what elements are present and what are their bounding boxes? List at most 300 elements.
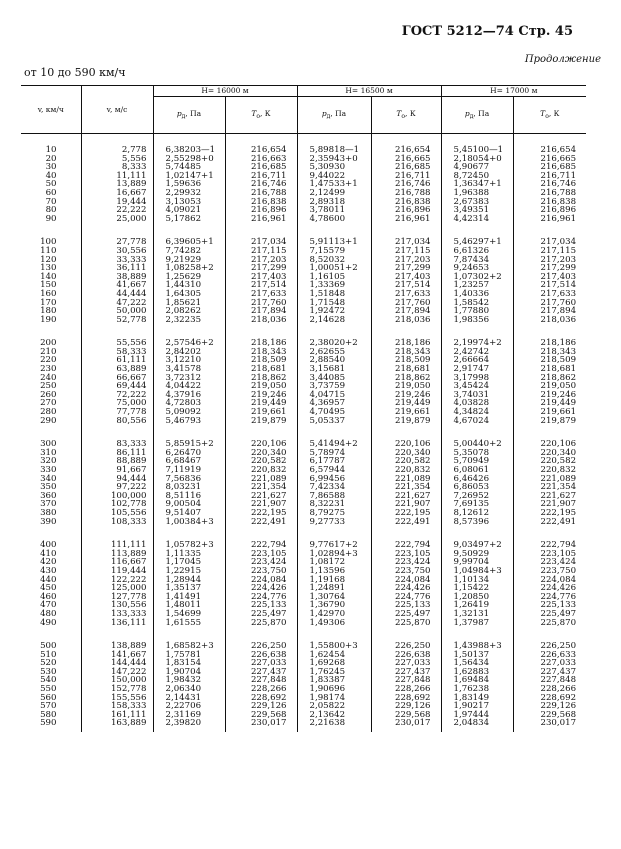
- table-cell: 440: [21, 576, 81, 585]
- header-temperature: [225, 97, 297, 134]
- table-row: [21, 500, 586, 509]
- table-cell: 9,99704: [441, 558, 513, 567]
- table-cell: 5,17862: [153, 215, 225, 224]
- table-cell: 1,00384+3: [153, 518, 225, 527]
- table-cell: 36,111: [81, 264, 153, 273]
- table-cell: 2,62655: [297, 348, 371, 357]
- table-cell: 9,24653: [441, 264, 513, 273]
- table-cell: 1,83387: [297, 676, 371, 685]
- table-cell: 41,667: [81, 281, 153, 290]
- table-cell: 2,22706: [153, 702, 225, 711]
- table-cell: 226,633: [540, 649, 577, 660]
- table-cell: 10: [21, 146, 81, 155]
- table-cell: 5,556: [81, 155, 153, 164]
- row-spacer: [21, 627, 586, 642]
- table-cell: 219,449: [540, 398, 577, 409]
- table-cell: 400: [21, 541, 81, 550]
- table-cell: 227,033: [540, 658, 577, 669]
- table-cell: 9,03497+2: [441, 541, 513, 550]
- table-cell: 5,09092: [153, 408, 225, 417]
- table-cell: 218,343: [225, 348, 297, 357]
- table-cell: 223,105: [540, 548, 577, 559]
- table-cell: 1,62454: [297, 651, 371, 660]
- table-cell: 217,403: [540, 271, 577, 282]
- table-cell: 133,333: [81, 610, 153, 619]
- table-cell: 50: [21, 180, 81, 189]
- table-cell: 8,79275: [297, 509, 371, 518]
- table-cell: 1,22915: [153, 567, 225, 576]
- table-row: [21, 610, 586, 619]
- table-cell: 370: [21, 500, 81, 509]
- table-cell: 1,83154: [153, 659, 225, 668]
- table-cell: 2,12499: [297, 189, 371, 198]
- table-cell: 220,340: [225, 449, 297, 458]
- table-cell: 216,663: [225, 155, 297, 164]
- table-cell: 280: [21, 408, 81, 417]
- table-cell: 216,685: [540, 162, 577, 173]
- table-cell: 2,19974+2: [441, 339, 513, 348]
- table-cell: 218,681: [371, 365, 441, 374]
- table-cell: 222,195: [371, 509, 441, 518]
- header-temperature-unit: , К: [405, 108, 416, 118]
- table-cell: 217,894: [225, 307, 297, 316]
- table-cell: 1,10134: [441, 576, 513, 585]
- table-cell: 5,78974: [297, 449, 371, 458]
- table-cell: 250: [21, 382, 81, 391]
- table-cell: 218,509: [225, 356, 297, 365]
- table-cell: 130,556: [81, 601, 153, 610]
- table-cell: 6,57944: [297, 466, 371, 475]
- table-cell: 1,28944: [153, 576, 225, 585]
- table-row: [21, 576, 586, 585]
- header-pressure-unit: , Па: [473, 108, 490, 118]
- table-cell: 217,633: [371, 290, 441, 299]
- table-cell: 63,889: [81, 365, 153, 374]
- table-row: [21, 676, 586, 685]
- table-cell: 228,692: [540, 692, 577, 703]
- table-cell: 227,033: [371, 659, 441, 668]
- header-temperature-symbol: T: [396, 108, 402, 118]
- table-cell: 218,186: [371, 339, 441, 348]
- table-cell: 270: [21, 399, 81, 408]
- table-cell: 7,15579: [297, 247, 371, 256]
- table-cell: 223,750: [371, 567, 441, 576]
- table-cell: 4,37916: [153, 391, 225, 400]
- table-cell: 226,638: [225, 651, 297, 660]
- table-row: [21, 281, 586, 290]
- table-cell: 152,778: [81, 685, 153, 694]
- table-cell: 1,59636: [153, 180, 225, 189]
- table-row: [21, 189, 586, 198]
- header-temperature-unit: , К: [260, 108, 271, 118]
- table-cell: 222,794: [540, 540, 577, 551]
- table-cell: 320: [21, 457, 81, 466]
- table-cell: 127,778: [81, 593, 153, 602]
- table-row: [21, 417, 586, 426]
- table-cell: 219,449: [225, 399, 297, 408]
- table-cell: 69,444: [81, 382, 153, 391]
- table-cell: 360: [21, 492, 81, 501]
- table-cell: 119,444: [81, 567, 153, 576]
- table-cell: 7,87434: [441, 256, 513, 265]
- table-cell: 1,54699: [153, 610, 225, 619]
- table-cell: 520: [21, 659, 81, 668]
- table-cell: 221,354: [371, 483, 441, 492]
- table-cell: 1,69484: [441, 676, 513, 685]
- table-cell: 230,017: [371, 719, 441, 728]
- table-cell: 1,20850: [441, 593, 513, 602]
- table-cell: 217,633: [540, 288, 577, 299]
- table-cell: 1,35137: [153, 584, 225, 593]
- table-cell: 3,45424: [441, 382, 513, 391]
- table-cell: 4,09021: [153, 206, 225, 215]
- table-cell: 217,034: [225, 238, 297, 247]
- table-cell: 225,133: [371, 601, 441, 610]
- header-pressure-subscript: д: [469, 112, 474, 120]
- table-cell: 220,340: [540, 447, 577, 458]
- header-temperature-subscript: о: [545, 112, 549, 120]
- table-cell: 7,74282: [153, 247, 225, 256]
- header-temperature-unit: , К: [548, 108, 560, 118]
- table-cell: 460: [21, 593, 81, 602]
- table-cell: 4,04422: [153, 382, 225, 391]
- table-cell: 227,437: [371, 668, 441, 677]
- table-cell: 1,98432: [153, 676, 225, 685]
- table-cell: 223,750: [225, 567, 297, 576]
- table-cell: 1,19168: [297, 576, 371, 585]
- table-cell: 2,38020+2: [297, 339, 371, 348]
- table-cell: 220,832: [540, 465, 577, 475]
- table-row: [21, 316, 586, 325]
- table-row: [21, 550, 586, 559]
- table-cell: 221,907: [540, 499, 577, 510]
- header-temperature-symbol: T: [540, 108, 546, 118]
- table-cell: 226,250: [225, 642, 297, 651]
- table-cell: 1,33369: [297, 281, 371, 290]
- table-cell: 224,776: [371, 593, 441, 602]
- table-cell: 1,17045: [153, 558, 225, 567]
- table-cell: 2,14431: [153, 694, 225, 703]
- table-cell: 218,681: [225, 365, 297, 374]
- row-spacer: [21, 728, 586, 732]
- table-row: [21, 492, 586, 501]
- table-cell: 8,333: [81, 163, 153, 172]
- table-cell: 6,26470: [153, 449, 225, 458]
- table-cell: 1,97444: [441, 711, 513, 720]
- table-cell: 223,750: [540, 565, 577, 576]
- table-cell: 60: [21, 189, 81, 198]
- table-row: [21, 307, 586, 316]
- row-spacer: [21, 425, 586, 440]
- header-altitude: H= 16500 м: [297, 86, 441, 97]
- table-cell: 1,11335: [153, 550, 225, 559]
- table-cell: 227,033: [225, 659, 297, 668]
- table-row: [21, 518, 586, 527]
- table-cell: 2,31169: [153, 711, 225, 720]
- table-cell: 221,627: [225, 492, 297, 501]
- table-cell: 160: [21, 290, 81, 299]
- header-temperature: [513, 97, 586, 134]
- table-cell: 221,354: [225, 483, 297, 492]
- table-cell: 3,72312: [153, 374, 225, 383]
- header-pressure-symbol: p: [321, 108, 327, 118]
- table-cell: 216,685: [371, 163, 441, 172]
- table-cell: 6,08061: [441, 466, 513, 475]
- table-cell: 228,692: [225, 694, 297, 703]
- table-cell: 223,424: [540, 557, 577, 568]
- table-cell: 2,55298+0: [153, 155, 225, 164]
- table-cell: 540: [21, 676, 81, 685]
- table-cell: 224,084: [371, 576, 441, 585]
- table-cell: 225,133: [540, 600, 577, 611]
- table-cell: 1,50137: [441, 651, 513, 660]
- table-cell: 44,444: [81, 290, 153, 299]
- table-cell: 2,91747: [441, 365, 513, 374]
- table-cell: 223,105: [371, 550, 441, 559]
- table-cell: 1,36790: [297, 601, 371, 610]
- header-pressure-subscript: д: [326, 112, 331, 120]
- table-cell: 229,126: [225, 702, 297, 711]
- table-cell: 218,186: [540, 338, 577, 349]
- table-cell: 219,661: [371, 408, 441, 417]
- table-row: [21, 256, 586, 265]
- table-cell: 2,29932: [153, 189, 225, 198]
- table-cell: 2,06340: [153, 685, 225, 694]
- table-cell: 220,582: [371, 457, 441, 466]
- table-cell: 260: [21, 391, 81, 400]
- header-pressure-subscript: д: [181, 112, 186, 120]
- table-cell: 7,26952: [441, 492, 513, 501]
- table-cell: 216,654: [371, 146, 441, 155]
- table-cell: 1,51848: [297, 290, 371, 299]
- table-cell: 2,32235: [153, 316, 225, 325]
- table-cell: 221,089: [371, 475, 441, 484]
- table-cell: 225,497: [371, 610, 441, 619]
- table-cell: 8,32231: [297, 500, 371, 509]
- table-cell: 228,266: [371, 685, 441, 694]
- table-cell: 5,91113+1: [297, 238, 371, 247]
- table-cell: 66,667: [81, 374, 153, 383]
- table-cell: 217,633: [225, 290, 297, 299]
- table-cell: 510: [21, 651, 81, 660]
- table-cell: 228,692: [371, 694, 441, 703]
- table-cell: 222,195: [225, 509, 297, 518]
- table-cell: 6,39605+1: [153, 238, 225, 247]
- table-cell: 229,568: [540, 709, 577, 720]
- table-cell: 220,832: [225, 466, 297, 475]
- table-cell: 217,514: [540, 280, 577, 291]
- table-cell: 1,69268: [297, 659, 371, 668]
- table-cell: 3,41578: [153, 365, 225, 374]
- table-cell: 1,62883: [441, 668, 513, 677]
- table-cell: 219,050: [225, 382, 297, 391]
- table-cell: 225,133: [225, 601, 297, 610]
- table-cell: 155,556: [81, 694, 153, 703]
- table-cell: 220,106: [371, 440, 441, 449]
- table-cell: 6,61326: [441, 247, 513, 256]
- table-cell: 530: [21, 668, 81, 677]
- table-cell: 58,333: [81, 348, 153, 357]
- table-cell: 4,04715: [297, 391, 371, 400]
- table-cell: 217,299: [540, 263, 577, 274]
- table-cell: 217,115: [371, 247, 441, 256]
- table-cell: 216,711: [540, 170, 577, 181]
- table-cell: 90: [21, 215, 81, 224]
- table-cell: 216,746: [540, 179, 577, 190]
- table-row: [21, 399, 586, 408]
- page-header-standard: ГОСТ 5212—74 Стр. 45: [401, 24, 573, 39]
- table-cell: 480: [21, 610, 81, 619]
- table-cell: 8,52032: [297, 256, 371, 265]
- table-cell: 2,67383: [441, 198, 513, 207]
- row-spacer: [21, 223, 586, 238]
- table-cell: 590: [21, 719, 81, 728]
- table-row: [21, 457, 586, 466]
- table-cell: 216,746: [371, 180, 441, 189]
- table-cell: 1,04984+3: [441, 567, 513, 576]
- table-cell: 220: [21, 356, 81, 365]
- table-cell: 136,111: [81, 619, 153, 628]
- table-cell: 1,96388: [441, 189, 513, 198]
- table-cell: 13,889: [81, 180, 153, 189]
- table-cell: 219,246: [225, 391, 297, 400]
- table-cell: 227,437: [225, 668, 297, 677]
- table-cell: 5,30930: [297, 163, 371, 172]
- table-row: [21, 702, 586, 711]
- table-cell: 7,42334: [297, 483, 371, 492]
- table-cell: 218,509: [371, 356, 441, 365]
- table-cell: 219,050: [371, 382, 441, 391]
- table-cell: 8,03231: [153, 483, 225, 492]
- table-cell: 4,72803: [153, 399, 225, 408]
- table-cell: 16,667: [81, 189, 153, 198]
- table-cell: 20: [21, 155, 81, 164]
- table-cell: 218,186: [225, 339, 297, 348]
- table-cell: 219,246: [540, 389, 577, 400]
- table-cell: 1,40336: [441, 290, 513, 299]
- table-cell: 1,44310: [153, 281, 225, 290]
- table-cell: 9,50929: [441, 550, 513, 559]
- table-cell: 5,74485: [153, 163, 225, 172]
- table-cell: 91,667: [81, 466, 153, 475]
- table-cell: 550: [21, 685, 81, 694]
- table-row: [21, 685, 586, 694]
- table-row: [21, 593, 586, 602]
- table-cell: 120: [21, 256, 81, 265]
- table-cell: 1,07302+2: [441, 273, 513, 282]
- table-cell: 1,68582+3: [153, 642, 225, 651]
- table-row: [21, 215, 586, 224]
- table-cell: 116,667: [81, 558, 153, 567]
- table-cell: 220,582: [540, 456, 577, 467]
- table-cell: 3,74031: [441, 391, 513, 400]
- table-cell: 226,638: [371, 651, 441, 660]
- table-cell: 340: [21, 475, 81, 484]
- table-cell: 1,41491: [153, 593, 225, 602]
- table-cell: 6,46426: [441, 475, 513, 484]
- table-cell: 229,568: [371, 711, 441, 720]
- table-cell: 190: [21, 316, 81, 325]
- table-row: [21, 339, 586, 348]
- table-cell: 230,017: [540, 718, 577, 729]
- table-cell: 219,050: [540, 381, 577, 392]
- speed-range-label: от 10 до 590 км/ч: [24, 66, 126, 79]
- table-cell: 218,862: [371, 374, 441, 383]
- table-cell: 1,24891: [297, 584, 371, 593]
- table-cell: 61,111: [81, 356, 153, 365]
- table-cell: 88,889: [81, 457, 153, 466]
- table-cell: 227,437: [540, 666, 577, 677]
- table-cell: 216,838: [540, 196, 577, 207]
- table-cell: 222,794: [371, 541, 441, 550]
- table-row: [21, 466, 586, 475]
- table-cell: 7,11919: [153, 466, 225, 475]
- table-cell: 216,711: [225, 172, 297, 181]
- table-cell: 3,44085: [297, 374, 371, 383]
- table-cell: 1,56434: [441, 659, 513, 668]
- table-cell: 224,776: [540, 591, 577, 602]
- table-cell: 5,00440+2: [441, 440, 513, 449]
- atmosphere-pressure-table: [21, 85, 586, 732]
- table-cell: 1,23257: [441, 281, 513, 290]
- table-cell: 218,343: [371, 348, 441, 357]
- table-row: [21, 651, 586, 660]
- table-cell: 1,42970: [297, 610, 371, 619]
- table-cell: 5,85915+2: [153, 440, 225, 449]
- table-cell: 30,556: [81, 247, 153, 256]
- table-cell: 200: [21, 339, 81, 348]
- header-speed-kmh: v, км/ч: [21, 86, 81, 134]
- table-cell: 38,889: [81, 273, 153, 282]
- table-cell: 2,14628: [297, 316, 371, 325]
- table-cell: 450: [21, 584, 81, 593]
- table-cell: 80,556: [81, 417, 153, 426]
- table-cell: 9,77617+2: [297, 541, 371, 550]
- table-cell: 8,51116: [153, 492, 225, 501]
- table-cell: 4,03828: [441, 399, 513, 408]
- table-cell: 1,05782+3: [153, 541, 225, 550]
- table-cell: 217,514: [371, 281, 441, 290]
- table-cell: 218,036: [371, 316, 441, 325]
- table-row: [21, 567, 586, 576]
- table-cell: 2,04834: [441, 719, 513, 728]
- table-cell: 86,111: [81, 449, 153, 458]
- table-cell: 170: [21, 299, 81, 308]
- table-row: [21, 440, 586, 449]
- table-cell: 130: [21, 264, 81, 273]
- table-cell: 1,00051+2: [297, 264, 371, 273]
- table-row: [21, 408, 586, 417]
- header-dynamic-pressure: [297, 97, 371, 134]
- table-cell: 161,111: [81, 711, 153, 720]
- table-cell: 2,13642: [297, 711, 371, 720]
- table-cell: 229,568: [225, 711, 297, 720]
- table-cell: 1,30764: [297, 593, 371, 602]
- header-pressure-symbol: p: [464, 108, 470, 118]
- table-cell: 100,000: [81, 492, 153, 501]
- header-temperature-subscript: о: [256, 112, 261, 120]
- table-cell: 94,444: [81, 475, 153, 484]
- table-cell: 216,665: [371, 155, 441, 164]
- table-cell: 222,195: [540, 507, 577, 518]
- table-cell: 216,896: [225, 206, 297, 215]
- table-cell: 70: [21, 198, 81, 207]
- table-row: [21, 273, 586, 282]
- row-spacer: [21, 324, 586, 339]
- table-cell: 225,497: [225, 610, 297, 619]
- table-cell: 217,894: [371, 307, 441, 316]
- table-cell: 11,111: [81, 172, 153, 181]
